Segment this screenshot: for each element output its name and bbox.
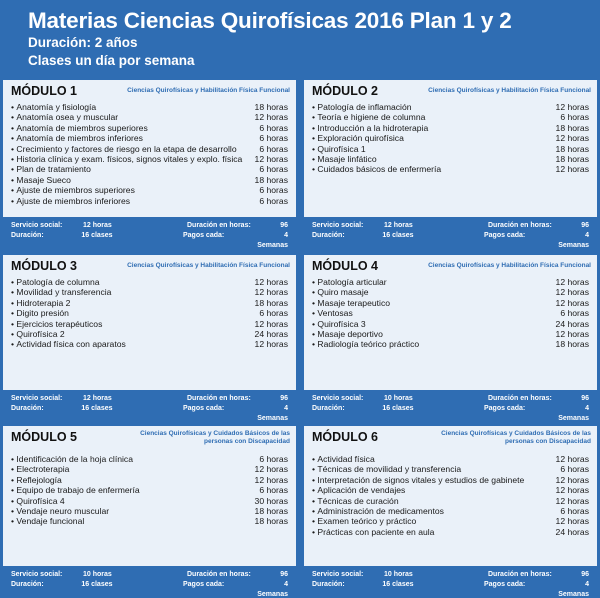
subject-hours: 18 horas [254, 506, 288, 517]
module-footer [304, 217, 597, 249]
subject-name: • Masaje terapeutico [312, 298, 390, 308]
servicio-value: 12 horas [83, 395, 112, 402]
subject-hours: 12 horas [555, 495, 589, 506]
subject-hours: 24 horas [555, 318, 589, 329]
subject-hours: 6 horas [259, 454, 288, 464]
subject-name: • Cuidados básicos de enfermería [312, 164, 441, 174]
servicio-value: 10 horas [384, 571, 413, 578]
subject-item [312, 475, 591, 485]
subject-name: • Quiro masaje [312, 287, 369, 297]
subject-item [312, 485, 591, 495]
subject-hours: 12 horas [254, 287, 288, 298]
subject-item [11, 454, 290, 464]
subject-hours: 12 horas [555, 474, 589, 485]
subject-hours: 12 horas [555, 485, 589, 496]
module-subtitle: Ciencias Quirofísicas y Cuidados Básicos de las personas con Discapacidad [140, 430, 290, 445]
subject-hours: 18 horas [254, 174, 288, 185]
subject-item [11, 154, 290, 164]
subject-item [312, 123, 591, 133]
subject-hours: 12 horas [254, 318, 288, 329]
subject-hours: 12 horas [254, 474, 288, 485]
duracion-horas-value: 96 [581, 395, 589, 402]
duracion-value: 16 clases [81, 232, 113, 239]
subject-name: • Quirofísica 3 [312, 319, 366, 329]
module-subtitle: Ciencias Quirofísicas y Habilitación Física Funcional [428, 262, 591, 269]
module-body [3, 80, 296, 217]
subject-item [312, 454, 591, 464]
subject-hours: 18 horas [254, 297, 288, 308]
subject-item [312, 154, 591, 164]
module-subtitle: Ciencias Quirofísicas y Habilitación Física Funcional [127, 262, 290, 269]
duracion-value: 16 clases [382, 405, 414, 412]
module-body [3, 426, 296, 566]
subject-hours: 6 horas [259, 308, 288, 319]
subject-name: • Masaje Sueco [11, 175, 71, 185]
subject-item [11, 133, 290, 143]
subject-name: • Administración de medicamentos [312, 506, 444, 516]
pagos-label: Pagos cada: [483, 405, 526, 412]
module-header [11, 84, 290, 102]
pagos-label: Pagos cada: [483, 232, 526, 239]
module-body [304, 80, 597, 217]
subject-item [11, 464, 290, 474]
module-panel [304, 255, 597, 422]
subject-hours: 18 horas [555, 154, 589, 165]
page-header [0, 0, 600, 78]
subject-item [11, 475, 290, 485]
subject-name: • Digito presión [11, 308, 69, 318]
subject-item [11, 102, 290, 112]
subject-name: • Exploración quirofísica [312, 133, 404, 143]
subject-item [312, 329, 591, 339]
subject-hours: 6 horas [259, 143, 288, 154]
duracion-horas-label: Duración en horas: [187, 571, 251, 578]
subject-item [11, 287, 290, 297]
subject-item [312, 527, 591, 537]
subject-item [11, 319, 290, 329]
servicio-label: Servicio social: [312, 571, 364, 578]
subject-item [312, 516, 591, 526]
module-header [312, 430, 591, 448]
subject-item [11, 485, 290, 495]
subject-name: • Teoría e higiene de columna [312, 112, 425, 122]
subject-name: • Actividad física con aparatos [11, 339, 126, 349]
subject-list [312, 102, 591, 175]
subject-item [11, 308, 290, 318]
subject-hours: 24 horas [254, 329, 288, 340]
subject-hours: 12 horas [254, 339, 288, 350]
subject-name: • Anatomía y fisiología [11, 102, 96, 112]
subject-name: • Anatomía de miembros inferiores [11, 133, 143, 143]
subject-item [11, 516, 290, 526]
module-title: MÓDULO 3 [11, 259, 77, 273]
subject-name: • Quirofísica 4 [11, 496, 65, 506]
subject-name: • Ejercicios terapéuticos [11, 319, 102, 329]
subject-item [11, 496, 290, 506]
module-subtitle: Ciencias Quirofísicas y Habilitación Física Funcional [428, 87, 591, 94]
subject-item [312, 339, 591, 349]
module-title: MÓDULO 5 [11, 430, 77, 444]
subject-hours: 6 horas [560, 308, 589, 319]
duration-text: Duración: 2 años [28, 35, 138, 50]
subject-item [312, 308, 591, 318]
module-footer [304, 566, 597, 598]
subject-item [11, 144, 290, 154]
subject-name: • Masaje linfático [312, 154, 377, 164]
subject-hours: 6 horas [560, 506, 589, 517]
subject-item [312, 164, 591, 174]
subject-name: • Patología de columna [11, 277, 100, 287]
duracion-label: Duración: [11, 581, 44, 588]
duracion-horas-value: 96 [581, 222, 589, 229]
subject-item [11, 123, 290, 133]
subject-name: • Actividad física [312, 454, 375, 464]
subject-name: • Masaje deportivo [312, 329, 383, 339]
subject-hours: 12 horas [555, 516, 589, 527]
subject-name: • Identificación de la hoja clínica [11, 454, 133, 464]
subject-name: • Patología de inflamación [312, 102, 412, 112]
subject-name: • Interpretación de signos vitales y estudios de gabinete [312, 475, 524, 485]
subject-item [11, 175, 290, 185]
servicio-label: Servicio social: [11, 395, 63, 402]
page-title: Materias Ciencias Quirofísicas 2016 Plan 1 y 2 [28, 8, 512, 33]
subject-hours: 6 horas [259, 164, 288, 175]
pagos-value: 4 Semanas [558, 581, 589, 598]
subject-hours: 6 horas [259, 485, 288, 496]
subject-item [312, 319, 591, 329]
pagos-value: 4 Semanas [558, 405, 589, 422]
module-header [11, 430, 290, 448]
subject-item [11, 298, 290, 308]
module-subtitle: Ciencias Quirofísicas y Cuidados Básicos de las personas con Discapacidad [441, 430, 591, 445]
subject-name: • Aplicación de vendajes [312, 485, 405, 495]
subject-name: • Anatomía osea y muscular [11, 112, 118, 122]
subject-name: • Quirofísica 2 [11, 329, 65, 339]
subject-name: • Electroterapia [11, 464, 69, 474]
subject-list [11, 102, 290, 206]
module-footer [3, 566, 296, 598]
subject-list [11, 454, 290, 527]
subject-item [312, 287, 591, 297]
subject-item [312, 496, 591, 506]
subject-name: • Vendaje neuro muscular [11, 506, 109, 516]
subject-hours: 6 horas [259, 185, 288, 196]
subject-name: • Ventosas [312, 308, 353, 318]
servicio-value: 10 horas [384, 395, 413, 402]
module-body [304, 426, 597, 566]
subject-name: • Historia clínica y exam. físicos, signos vitales y explo. física [11, 154, 242, 164]
pagos-value: 4 Semanas [257, 405, 288, 422]
duracion-label: Duración: [11, 232, 44, 239]
subject-item [312, 298, 591, 308]
subject-item [11, 185, 290, 195]
module-header [11, 259, 290, 277]
subject-name: • Introducción a la hidroterapia [312, 123, 428, 133]
subject-hours: 24 horas [555, 526, 589, 537]
subject-list [312, 454, 591, 537]
subject-hours: 12 horas [254, 277, 288, 287]
module-title: MÓDULO 6 [312, 430, 378, 444]
subject-name: • Patología articular [312, 277, 387, 287]
pagos-value: 4 Semanas [558, 232, 589, 249]
subject-hours: 6 horas [259, 133, 288, 144]
duracion-label: Duración: [312, 405, 345, 412]
subject-hours: 6 horas [259, 195, 288, 206]
duracion-horas-label: Duración en horas: [187, 222, 251, 229]
subject-hours: 12 horas [254, 154, 288, 165]
subject-hours: 12 horas [555, 102, 589, 112]
subject-item [11, 277, 290, 287]
duracion-value: 16 clases [382, 581, 414, 588]
module-title: MÓDULO 1 [11, 84, 77, 98]
subject-item [312, 464, 591, 474]
subject-name: • Hidroterapia 2 [11, 298, 70, 308]
subject-hours: 6 horas [259, 122, 288, 133]
duracion-horas-label: Duración en horas: [488, 571, 552, 578]
subject-item [11, 112, 290, 122]
subject-name: • Técnicas de movilidad y transferencia [312, 464, 461, 474]
module-title: MÓDULO 4 [312, 259, 378, 273]
subject-hours: 6 horas [560, 464, 589, 475]
duracion-horas-value: 96 [280, 222, 288, 229]
subject-hours: 12 horas [555, 287, 589, 298]
subject-item [11, 196, 290, 206]
subject-name: • Anatomía de miembros superiores [11, 123, 148, 133]
duracion-value: 16 clases [382, 232, 414, 239]
subject-hours: 12 horas [555, 133, 589, 144]
module-footer [3, 217, 296, 249]
servicio-label: Servicio social: [312, 395, 364, 402]
pagos-label: Pagos cada: [182, 405, 225, 412]
subject-hours: 6 horas [560, 112, 589, 123]
subject-hours: 18 horas [555, 122, 589, 133]
module-panel [3, 255, 296, 422]
subject-name: • Quirofísica 1 [312, 144, 366, 154]
pagos-label: Pagos cada: [182, 581, 225, 588]
subject-hours: 30 horas [254, 495, 288, 506]
subject-name: • Ajuste de miembros inferiores [11, 196, 130, 206]
subject-hours: 12 horas [555, 329, 589, 340]
module-body [3, 255, 296, 390]
subject-name: • Plan de tratamiento [11, 164, 91, 174]
duracion-horas-label: Duración en horas: [488, 395, 552, 402]
subject-name: • Radiología teórico práctico [312, 339, 419, 349]
subject-hours: 18 horas [254, 516, 288, 527]
duracion-horas-value: 96 [581, 571, 589, 578]
subject-name: • Técnicas de curación [312, 496, 399, 506]
module-panel [3, 80, 296, 249]
duracion-label: Duración: [312, 581, 345, 588]
subject-name: • Ajuste de miembros superiores [11, 185, 135, 195]
subject-name: • Vendaje funcional [11, 516, 84, 526]
module-panel [3, 426, 296, 598]
subject-name: • Prácticas con paciente en aula [312, 527, 434, 537]
duracion-horas-value: 96 [280, 571, 288, 578]
subject-hours: 12 horas [555, 277, 589, 287]
module-header [312, 84, 591, 102]
subject-list [312, 277, 591, 350]
subject-name: • Equipo de trabajo de enfermería [11, 485, 140, 495]
module-subtitle: Ciencias Quirofísicas y Habilitación Física Funcional [127, 87, 290, 94]
subject-name: • Movilidad y transferencia [11, 287, 111, 297]
subject-hours: 18 horas [555, 143, 589, 154]
servicio-value: 12 horas [384, 222, 413, 229]
module-title: MÓDULO 2 [312, 84, 378, 98]
subject-hours: 12 horas [254, 464, 288, 475]
subject-hours: 12 horas [555, 297, 589, 308]
subject-item [312, 133, 591, 143]
subject-hours: 12 horas [555, 164, 589, 175]
pagos-label: Pagos cada: [483, 581, 526, 588]
subject-item [11, 506, 290, 516]
subject-hours: 12 horas [254, 112, 288, 123]
subject-name: • Reflejología [11, 475, 62, 485]
module-footer [304, 390, 597, 422]
subject-hours: 18 horas [254, 102, 288, 112]
pagos-label: Pagos cada: [182, 232, 225, 239]
subject-name: • Examen teórico y práctico [312, 516, 416, 526]
servicio-value: 10 horas [83, 571, 112, 578]
servicio-label: Servicio social: [11, 571, 63, 578]
duracion-label: Duración: [11, 405, 44, 412]
schedule-text: Clases un día por semana [28, 53, 195, 68]
subject-hours: 12 horas [555, 454, 589, 464]
module-footer [3, 390, 296, 422]
subject-item [312, 112, 591, 122]
servicio-label: Servicio social: [11, 222, 63, 229]
duracion-horas-value: 96 [280, 395, 288, 402]
subject-item [312, 506, 591, 516]
module-header [312, 259, 591, 277]
module-body [304, 255, 597, 390]
subject-item [312, 102, 591, 112]
duracion-value: 16 clases [81, 405, 113, 412]
subject-item [312, 277, 591, 287]
servicio-value: 12 horas [83, 222, 112, 229]
subject-item [11, 329, 290, 339]
subject-item [11, 339, 290, 349]
duracion-horas-label: Duración en horas: [187, 395, 251, 402]
pagos-value: 4 Semanas [257, 232, 288, 249]
servicio-label: Servicio social: [312, 222, 364, 229]
duracion-value: 16 clases [81, 581, 113, 588]
subject-list [11, 277, 290, 350]
subject-item [11, 164, 290, 174]
subject-item [312, 144, 591, 154]
duracion-label: Duración: [312, 232, 345, 239]
module-panel [304, 80, 597, 249]
module-panel [304, 426, 597, 598]
duracion-horas-label: Duración en horas: [488, 222, 552, 229]
subject-hours: 18 horas [555, 339, 589, 350]
pagos-value: 4 Semanas [257, 581, 288, 598]
subject-name: • Crecimiento y factores de riesgo en la etapa de desarrollo [11, 144, 237, 154]
